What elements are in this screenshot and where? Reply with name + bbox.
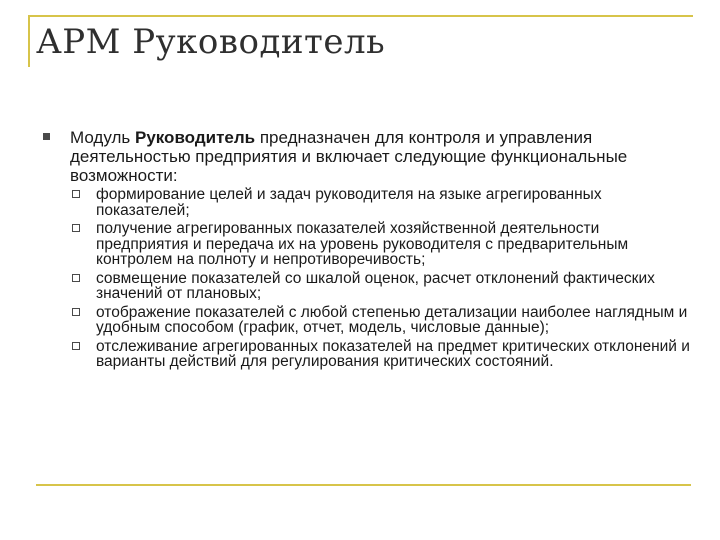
list-item-text: получение агрегированных показателей хозяйственной деятельности предприятия и передача их на уровень руководителя с предварительным контролем на полноту и непротиворечивость; — [96, 220, 629, 268]
list-item-text: совмещение показателей со шкалой оценок, расчет отклонений фактических значений от плановых; — [96, 269, 655, 302]
hollow-square-bullet-icon — [72, 342, 80, 350]
list-item — [96, 221, 690, 268]
hollow-square-bullet-icon — [72, 190, 80, 198]
list-item-text: отображение показателей с любой степенью детализации наиболее наглядным и удобным способом (график, отчет, модель, числовые данные); — [96, 303, 688, 336]
intro-prefix: Модуль — [70, 128, 135, 147]
hollow-square-bullet-icon — [72, 224, 80, 232]
filled-square-bullet-icon — [43, 133, 50, 140]
slide-body — [40, 128, 690, 373]
list-item — [96, 187, 690, 218]
sub-bullet-list — [40, 187, 690, 370]
slide-title: АРМ Руководитель — [36, 22, 386, 62]
intro-bold-module-name: Руководитель — [134, 128, 256, 147]
list-item — [96, 305, 690, 336]
main-bullet-item — [40, 128, 690, 185]
list-item — [96, 271, 690, 302]
intro-suffix: предназначен для контроля и управления деятельностью предприятия и включает следующие функциональные возможности: — [70, 128, 628, 185]
hollow-square-bullet-icon — [72, 274, 80, 282]
bottom-accent-line — [36, 484, 691, 486]
list-item — [96, 339, 690, 370]
hollow-square-bullet-icon — [72, 308, 80, 316]
left-accent-line — [28, 15, 30, 67]
list-item-text: отслеживание агрегированных показателей на предмет критических отклонений и варианты действий для регулирования критических состояний. — [96, 337, 690, 370]
list-item-text: формирование целей и задач руководителя на языке агрегированных показателей; — [96, 186, 602, 219]
top-accent-line — [28, 15, 693, 17]
